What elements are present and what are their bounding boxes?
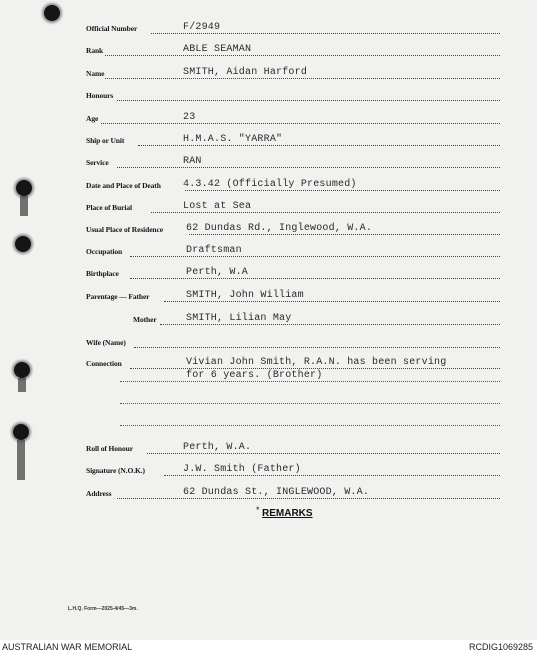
field-label: Rank xyxy=(86,46,104,55)
field-line xyxy=(164,301,500,302)
form-code: L.H.Q. Form—2025-4/45—3m. xyxy=(68,606,138,612)
form-row xyxy=(0,156,537,174)
field-line xyxy=(160,324,500,325)
remarks-mark: * xyxy=(256,505,260,515)
punch-hole-top xyxy=(44,5,60,21)
field-value: SMITH, John William xyxy=(186,290,304,301)
field-line xyxy=(130,368,500,369)
archive-footer xyxy=(0,640,537,654)
form-row xyxy=(0,313,537,331)
field-value: Draftsman xyxy=(186,245,242,256)
field-label: Signature (N.O.K.) xyxy=(86,466,145,475)
form-row xyxy=(0,22,537,40)
field-label: Address xyxy=(86,489,112,498)
field-line xyxy=(120,425,500,426)
field-label: Wife (Name) xyxy=(86,338,126,347)
field-value: 62 Dundas St., INGLEWOOD, W.A. xyxy=(183,487,370,498)
field-line xyxy=(151,33,500,34)
field-line xyxy=(120,381,500,382)
field-label: Birthplace xyxy=(86,269,119,278)
field-label: Service xyxy=(86,158,109,167)
form-row xyxy=(0,67,537,85)
field-label: Usual Place of Residence xyxy=(86,225,163,234)
field-line xyxy=(130,278,500,279)
form-row xyxy=(0,201,537,219)
form-row xyxy=(0,290,537,308)
field-line xyxy=(185,190,500,191)
field-label: Ship or Unit xyxy=(86,136,125,145)
field-value: RAN xyxy=(183,156,202,167)
form-row xyxy=(0,267,537,285)
field-value: Perth, W.A. xyxy=(183,442,252,453)
field-value: Vivian John Smith, R.A.N. has been serving xyxy=(186,357,447,368)
field-line xyxy=(120,403,500,404)
field-label: Place of Burial xyxy=(86,203,132,212)
field-line xyxy=(138,145,500,146)
form-row xyxy=(0,89,537,107)
form-row xyxy=(0,134,537,152)
field-line xyxy=(105,55,500,56)
form-row xyxy=(0,112,537,130)
form-row xyxy=(0,179,537,197)
field-value: F/2949 xyxy=(183,22,221,33)
field-label: Official Number xyxy=(86,24,138,33)
field-line xyxy=(117,100,500,101)
field-line xyxy=(189,234,500,235)
field-label: Parentage — Father xyxy=(86,292,150,301)
form-row xyxy=(0,245,537,263)
field-value: 23 xyxy=(183,112,196,123)
field-line xyxy=(117,498,500,499)
archive-reference: RCDIG1069285 xyxy=(468,642,533,652)
field-line xyxy=(105,78,500,79)
field-value: for 6 years. (Brother) xyxy=(186,370,323,381)
field-line xyxy=(130,256,500,257)
form-row xyxy=(0,370,537,388)
field-value: ABLE SEAMAN xyxy=(183,44,252,55)
field-value: 62 Dundas Rd., Inglewood, W.A. xyxy=(186,223,373,234)
field-line xyxy=(151,212,500,213)
form-row xyxy=(0,442,537,460)
field-line xyxy=(134,347,500,348)
field-value: SMITH, Aidan Harford xyxy=(183,67,308,78)
field-label: Date and Place of Death xyxy=(86,181,161,190)
field-label: Mother xyxy=(133,315,157,324)
field-value: H.M.A.S. "YARRA" xyxy=(183,134,283,145)
field-label: Occupation xyxy=(86,247,123,256)
field-label: Honours xyxy=(86,91,114,100)
field-line xyxy=(101,123,500,124)
field-value: J.W. Smith (Father) xyxy=(183,464,301,475)
form-row xyxy=(0,392,537,410)
field-label: Name xyxy=(86,69,105,78)
field-label: Connection xyxy=(86,359,122,368)
field-value: 4.3.42 (Officially Presumed) xyxy=(183,179,357,190)
field-line xyxy=(147,453,500,454)
form-row xyxy=(0,464,537,482)
form-row xyxy=(0,44,537,62)
field-value: Perth, W.A xyxy=(186,267,249,278)
field-line xyxy=(117,167,500,168)
field-label: Age xyxy=(86,114,99,123)
field-label: Roll of Honour xyxy=(86,444,133,453)
field-line xyxy=(164,475,500,476)
archive-name: AUSTRALIAN WAR MEMORIAL xyxy=(2,642,133,652)
field-value: SMITH, Lilian May xyxy=(186,313,292,324)
form-row xyxy=(0,487,537,505)
field-value: Lost at Sea xyxy=(183,201,252,212)
remarks-heading: REMARKS xyxy=(262,508,313,519)
form-row xyxy=(0,336,537,354)
form-row xyxy=(0,414,537,432)
form-row xyxy=(0,223,537,241)
